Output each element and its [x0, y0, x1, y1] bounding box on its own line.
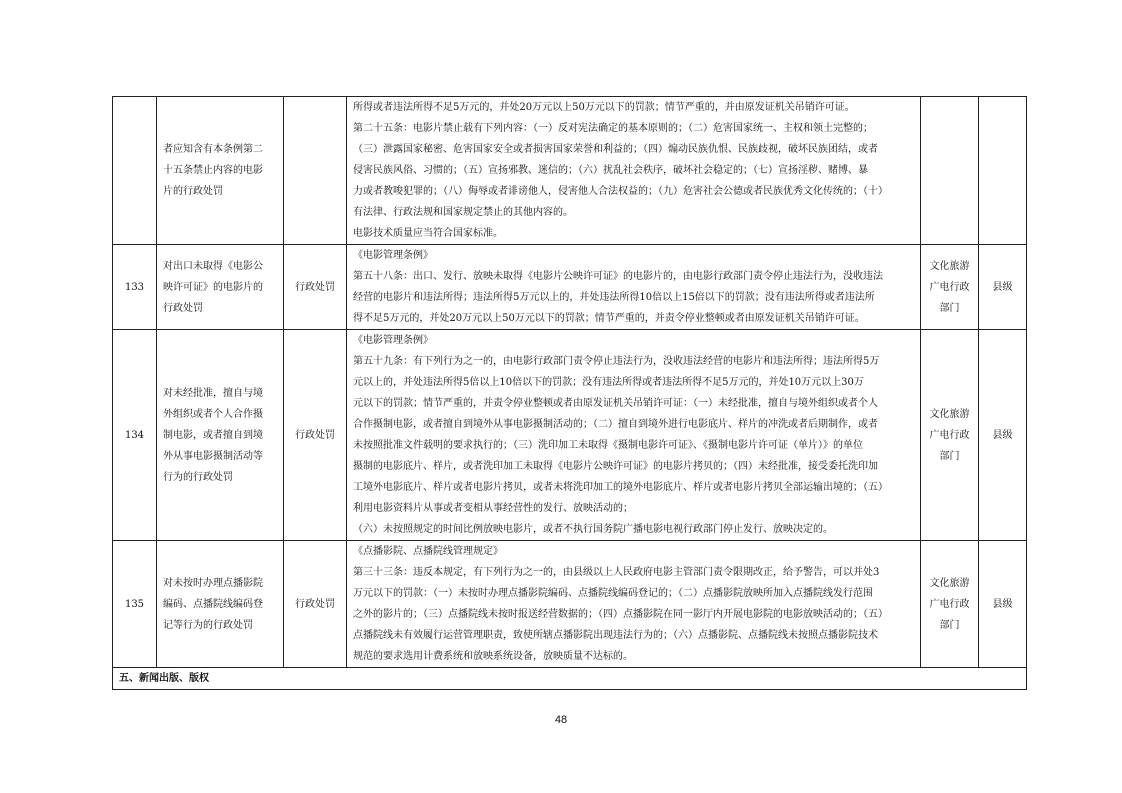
cell-line: 十五条禁止内容的电影 [163, 165, 263, 176]
responsible-department [921, 330, 979, 541]
penalty-type: 行政处罚 [284, 541, 347, 668]
cell-line: 对未经批准，擅自与境 [163, 387, 263, 399]
legal-basis [347, 97, 921, 245]
cell-line: 行为的行政处罚 [163, 471, 233, 483]
legal-basis [347, 330, 921, 541]
section-heading-row [113, 668, 1027, 690]
cell-line: 第五十八条：出口、发行、放映未取得《电影片公映许可证》的电影片的，由电影行政部门责令停止违法行为，没收违法 [353, 271, 883, 282]
legal-basis [347, 245, 921, 330]
cell-line: 对出口未取得《电影公 [163, 260, 263, 272]
cell-line: （六）未按照规定的时间比例放映电影片，或者不执行国务院广播电影电视行政部门停止发行、放映决定的。 [353, 524, 833, 535]
cell-line: 经营的电影片和违法所得；违法所得5万元以上的，并处违法所得10倍以上15倍以下的罚款；没有违法所得或者违法所 [353, 292, 875, 303]
cell-line: 点播院线未有效履行运营管理职责，致使所辖点播影院出现违法行为的；（六）点播影院、点播院线未按照点播影院技术 [353, 630, 878, 641]
penalty-type: 行政处罚 [284, 245, 347, 330]
cell-line: 《电影管理条例》 [353, 250, 433, 261]
cell-line: 摄制的电影底片、样片，或者洗印加工未取得《电影片公映许可证》的电影片拷贝的；（四）未经批准，接受委托洗印加 [353, 461, 878, 472]
cell-line: 《电影管理条例》 [353, 335, 433, 346]
penalty-item [157, 245, 284, 330]
page-number: 48 [554, 714, 568, 726]
penalty-type: 行政处罚 [284, 330, 347, 541]
cell-line: 利用电影资料片从事或者变相从事经营性的发行、放映活动的； [353, 503, 633, 514]
admin-level: 县级 [979, 541, 1027, 668]
cell-line: 之外的影片的；（三）点播院线未按时报送经营数据的；（四）点播影院在同一影厅内开展电影院的电影放映活动的；（五） [353, 609, 888, 620]
cell-line: 文化旅游 [929, 408, 970, 420]
admin-level: 县级 [979, 245, 1027, 330]
section-heading: 五、新闻出版、版权 [113, 668, 1027, 690]
cell-line: 《点播影院、点播院线管理规定》 [353, 546, 503, 557]
cell-line: 制电影，或者擅自到境 [163, 429, 263, 441]
table-row [113, 97, 1027, 245]
row-number: 133 [113, 245, 157, 330]
table-body [113, 97, 1027, 690]
cell-line: 工境外电影底片、样片或者电影片拷贝，或者未将洗印加工的境外电影底片、样片或者电影片拷贝全部运输出境的；（五） [353, 482, 888, 493]
admin-level [979, 97, 1027, 245]
cell-line: 记等行为的行政处罚 [163, 619, 253, 631]
cell-line: 规范的要求选用计费系统和放映系统设备，放映质量不达标的。 [353, 651, 633, 662]
cell-line: 广电行政 [929, 429, 970, 441]
cell-line: 合作摄制电影，或者擅自到境外从事电影摄制活动的；（二）擅自到境外进行电影底片、样片的冲洗或者后期制作，或者 [353, 419, 878, 430]
cell-line: 者应知含有本条例第二 [163, 144, 263, 155]
cell-line: 编码、点播院线编码登 [163, 598, 263, 610]
cell-line: （三）泄露国家秘密、危害国家安全或者损害国家荣誉和利益的；（四）煽动民族仇恨、民族歧视，破坏民族团结，或者 [353, 144, 878, 155]
responsible-department [921, 245, 979, 330]
cell-line: 外从事电影摄制活动等 [163, 450, 263, 462]
cell-line: 万元以下的罚款：（一）未按时办理点播影院编码、点播院线编码登记的；（二）点播影院放映所加入点播院线发行范围 [353, 588, 873, 599]
table-row [113, 330, 1027, 541]
cell-line: 映许可证》的电影片的 [163, 281, 263, 293]
legal-basis [347, 541, 921, 668]
cell-line: 部门 [939, 450, 960, 462]
cell-line: 得不足5万元的，并处20万元以上50万元以下的罚款；情节严重的，并责令停业整顿或者由原发证机关吊销许可证。 [353, 313, 865, 324]
cell-line: 广电行政 [929, 598, 970, 610]
cell-line: 片的行政处罚 [163, 186, 223, 197]
cell-line: 对未按时办理点播影院 [163, 577, 263, 589]
cell-line: 力或者教唆犯罪的；（八）侮辱或者诽谤他人，侵害他人合法权益的；（九）危害社会公德或者民族优秀文化传统的；（十） [353, 186, 888, 197]
table-row [113, 541, 1027, 668]
cell-line: 有法律、行政法规和国家规定禁止的其他内容的。 [353, 207, 573, 218]
cell-line: 行政处罚 [163, 302, 203, 314]
row-number: 134 [113, 330, 157, 541]
cell-line: 文化旅游 [929, 577, 970, 589]
cell-line: 电影技术质量应当符合国家标准。 [353, 228, 503, 239]
penalty-item [157, 330, 284, 541]
cell-line: 外组织或者个人合作摄 [163, 408, 263, 420]
penalty-item [157, 541, 284, 668]
cell-line: 侵害民族风俗、习惯的；（五）宣扬邪教、迷信的；（六）扰乱社会秩序，破坏社会稳定的；（七）宣扬淫秽、赌博、暴 [353, 165, 868, 176]
cell-line: 元以下的罚款；情节严重的，并责令停业整顿或者由原发证机关吊销许可证：（一）未经批准，擅自与境外组织或者个人 [353, 398, 878, 409]
cell-line: 广电行政 [929, 281, 970, 293]
cell-line: 所得或者违法所得不足5万元的，并处20万元以上50万元以下的罚款；情节严重的，并由原发证机关吊销许可证。 [353, 102, 855, 113]
table-row [113, 245, 1027, 330]
penalty-table [112, 96, 1027, 690]
cell-line: 第二十五条：电影片禁止载有下列内容：（一）反对宪法确定的基本原则的；（二）危害国家统一、主权和领土完整的； [353, 123, 873, 134]
row-number: 135 [113, 541, 157, 668]
cell-line: 第五十九条：有下列行为之一的，由电影行政部门责令停止违法行为，没收违法经营的电影片和违法所得；违法所得5万 [353, 356, 880, 367]
cell-line: 文化旅游 [929, 260, 970, 272]
responsible-department [921, 541, 979, 668]
cell-line: 部门 [939, 619, 960, 631]
penalty-item [157, 97, 284, 245]
row-number [113, 97, 157, 245]
penalty-type [284, 97, 347, 245]
responsible-department [921, 97, 979, 245]
admin-level: 县级 [979, 330, 1027, 541]
cell-line: 第三十三条：违反本规定，有下列行为之一的，由县级以上人民政府电影主管部门责令限期改正，给予警告，可以并处3 [353, 567, 880, 578]
cell-line: 部门 [939, 302, 960, 314]
cell-line: 元以上的，并处违法所得5倍以上10倍以下的罚款；没有违法所得或者违法所得不足5万元的，并处10万元以上30万 [353, 377, 864, 388]
cell-line: 未按照批准文件载明的要求执行的；（三）洗印加工未取得《摄制电影许可证》、《摄制电影片许可证（单片）》的单位 [353, 440, 863, 451]
